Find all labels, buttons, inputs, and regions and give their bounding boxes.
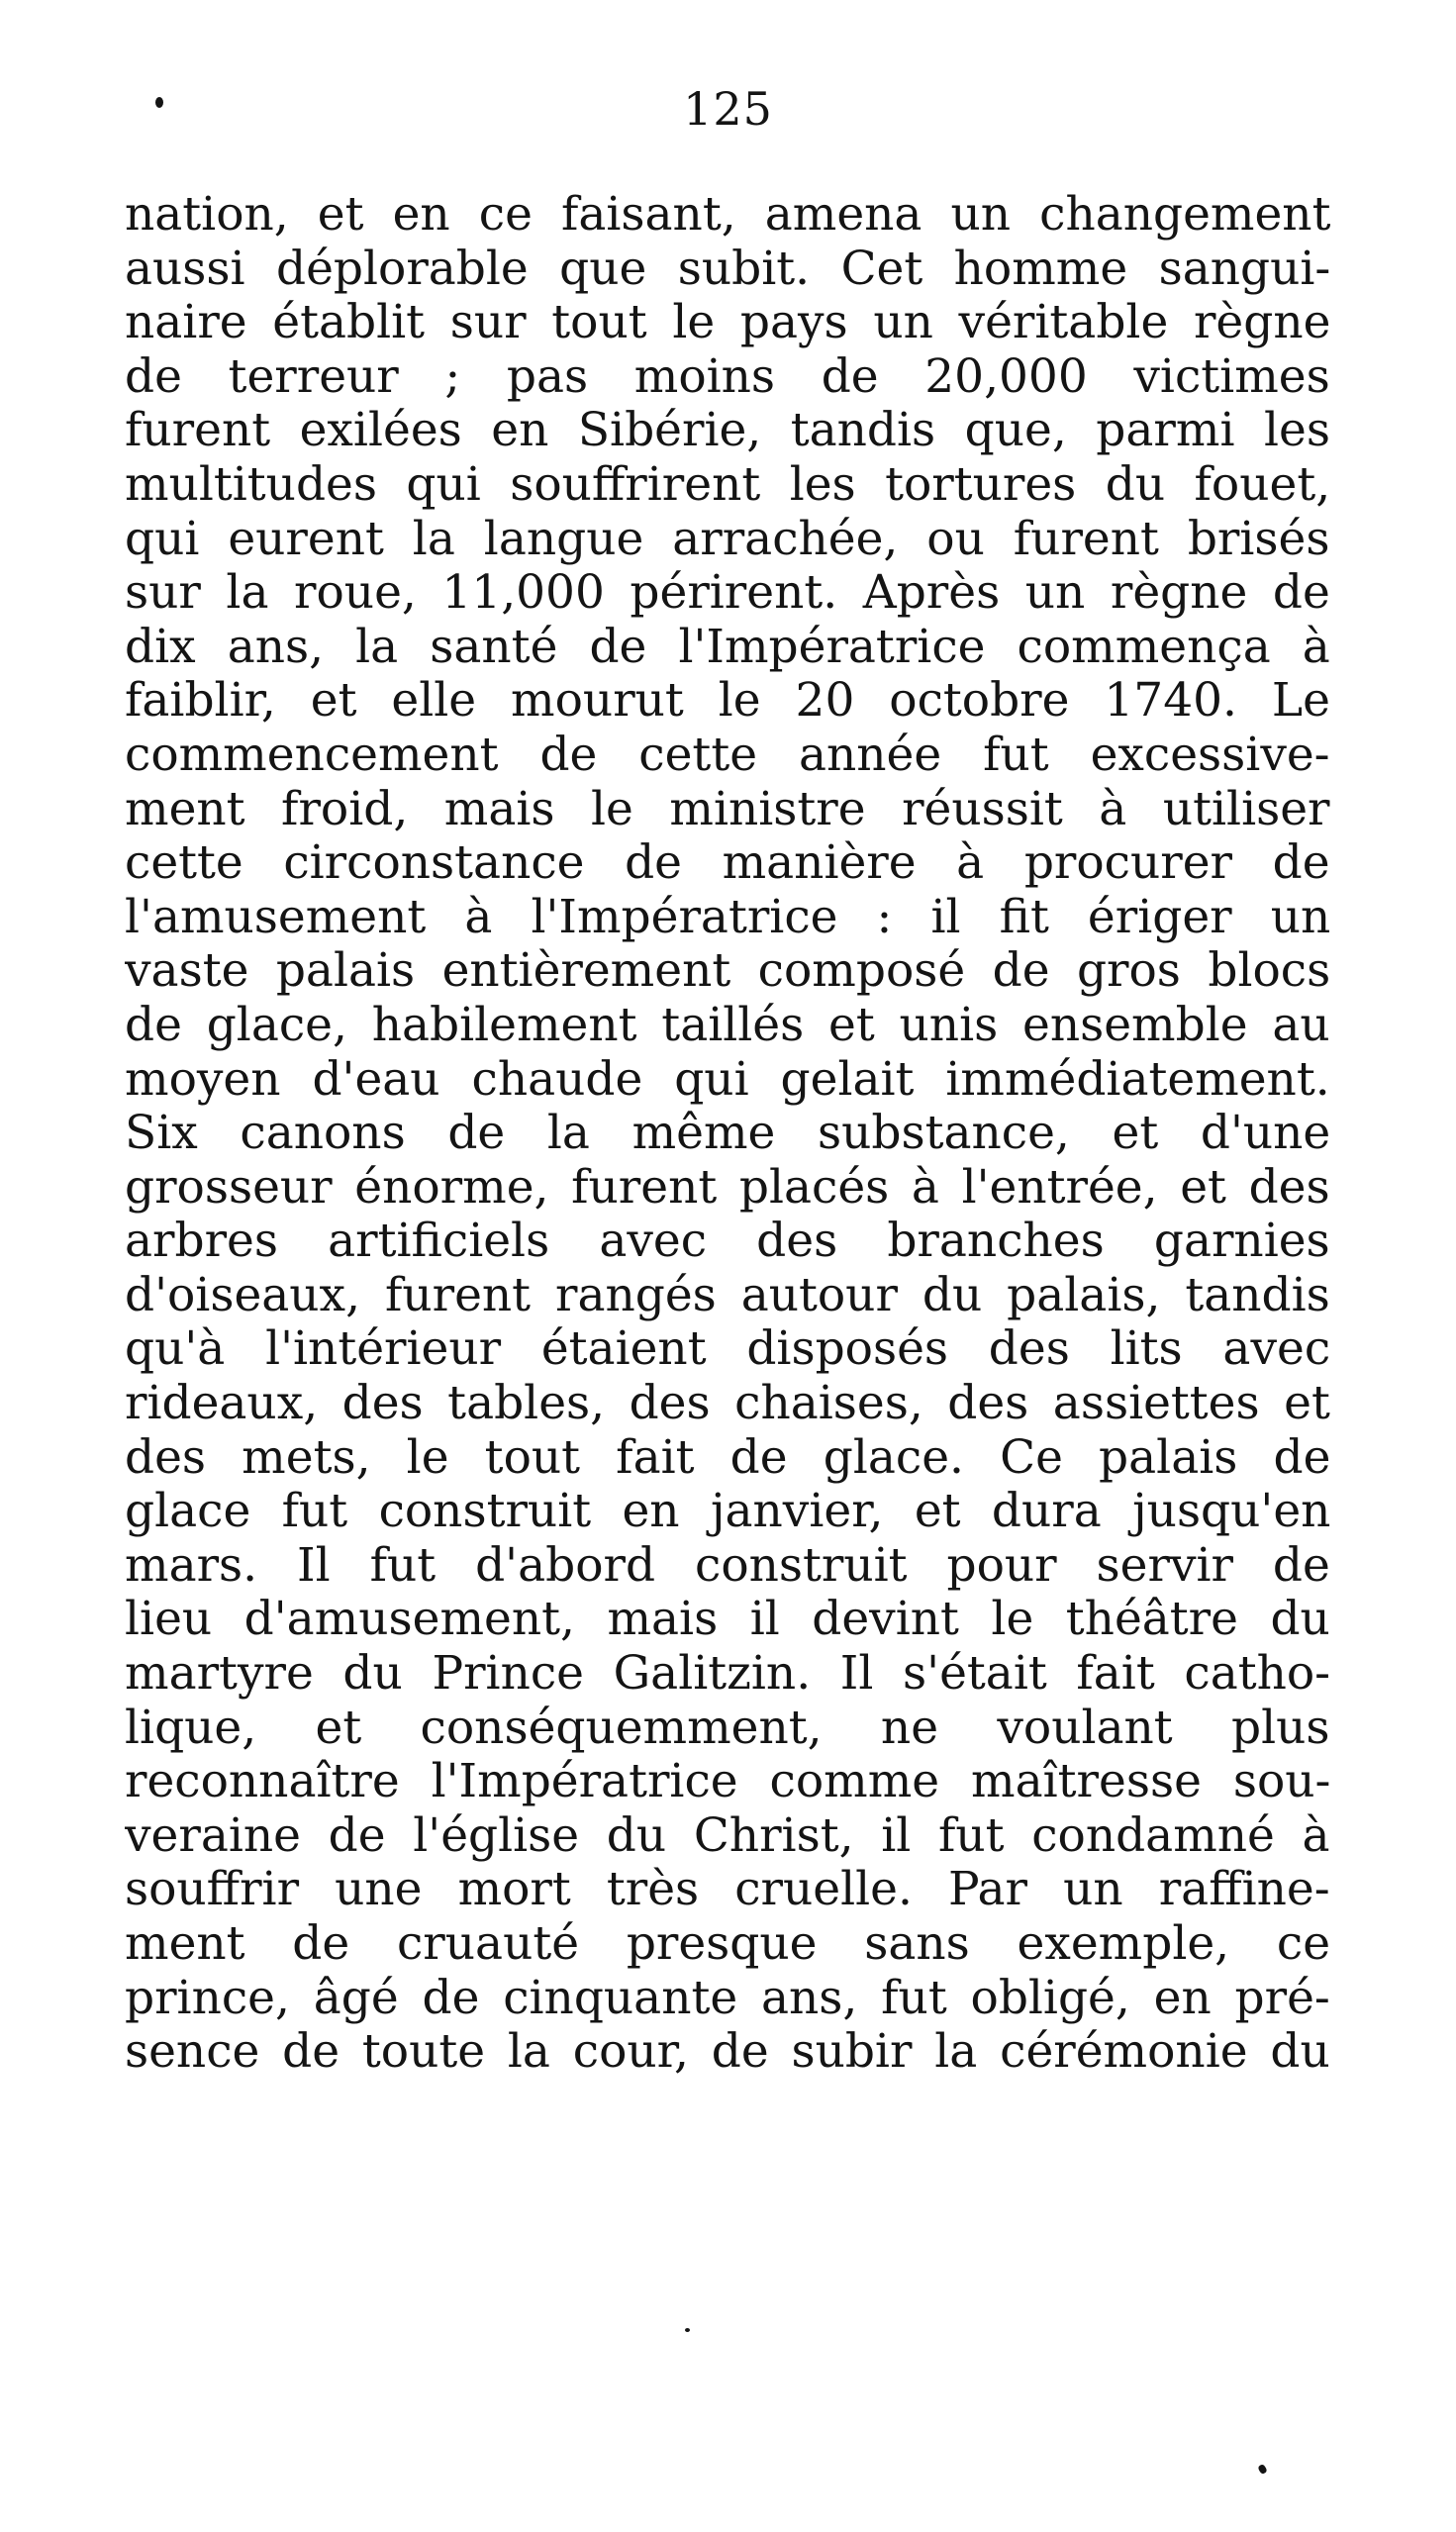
text-line: grosseur énorme, furent placés à l'entrée, et des — [125, 1160, 1330, 1215]
text-line: Six canons de la même substance, et d'une — [125, 1107, 1330, 1161]
text-line: d'oiseaux, furent rangés autour du palais, tandis — [125, 1268, 1330, 1322]
page-number: 125 — [683, 82, 773, 136]
text-line: qui eurent la langue arrachée, ou furent brisés — [125, 512, 1330, 566]
text-line: prince, âgé de cinquante ans, fut obligé, en pré- — [125, 1971, 1330, 2025]
text-line: qu'à l'intérieur étaient disposés des lits avec — [125, 1322, 1330, 1377]
text-line: multitudes qui souffrirent les tortures du fouet, — [125, 457, 1330, 512]
text-line: ment froid, mais le ministre réussit à utiliser — [125, 782, 1330, 836]
text-line: des mets, le tout fait de glace. Ce palais de — [125, 1430, 1330, 1485]
text-line: sur la roue, 11,000 périrent. Après un règne de — [125, 566, 1330, 621]
text-line: mars. Il fut d'abord construit pour servir de — [125, 1538, 1330, 1593]
text-line: cette circonstance de manière à procurer de — [125, 836, 1330, 891]
text-line: vaste palais entièrement composé de gros blocs — [125, 944, 1330, 999]
text-line: de glace, habilement taillés et unis ensemble au — [125, 998, 1330, 1052]
text-line: lique, et conséquemment, ne voulant plus — [125, 1701, 1330, 1755]
text-line: glace fut construit en janvier, et dura jusqu'en — [125, 1485, 1330, 1539]
text-line: commencement de cette année fut excessive- — [125, 728, 1330, 782]
text-line: moyen d'eau chaude qui gelait immédiatement. — [125, 1052, 1330, 1107]
text-line: sence de toute la cour, de subir la cérémonie du — [125, 2025, 1330, 2080]
text-line: faiblir, et elle mourut le 20 octobre 1740. Le — [125, 674, 1330, 729]
text-line: de terreur ; pas moins de 20,000 victimes — [125, 349, 1330, 404]
text-line: reconnaître l'Impératrice comme maîtresse sou- — [125, 1755, 1330, 1809]
text-line: l'amusement à l'Impératrice : il fit ériger un — [125, 890, 1330, 944]
text-line: aussi déplorable que subit. Cet homme sangui- — [125, 242, 1330, 296]
text-line: veraine de l'église du Christ, il fut condamné à — [125, 1808, 1330, 1863]
text-line: ment de cruauté presque sans exemple, ce — [125, 1917, 1330, 1971]
text-line: furent exilées en Sibérie, tandis que, parmi les — [125, 404, 1330, 458]
text-line: nation, et en ce faisant, amena un changement — [125, 188, 1330, 242]
text-line: martyre du Prince Galitzin. Il s'était fait catho- — [125, 1647, 1330, 1702]
body-text — [125, 188, 1330, 2080]
text-line: naire établit sur tout le pays un véritable règne — [125, 296, 1330, 350]
text-line: souffrir une mort très cruelle. Par un raffine- — [125, 1863, 1330, 1917]
text-line: lieu d'amusement, mais il devint le théâtre du — [125, 1593, 1330, 1647]
text-line: arbres artificiels avec des branches garnies — [125, 1215, 1330, 1269]
text-line: rideaux, des tables, des chaises, des assiettes et — [125, 1377, 1330, 1431]
text-line: dix ans, la santé de l'Impératrice commença à — [125, 620, 1330, 674]
ink-speck-bottom — [1257, 2464, 1268, 2475]
ink-speck-middle — [685, 2328, 690, 2332]
